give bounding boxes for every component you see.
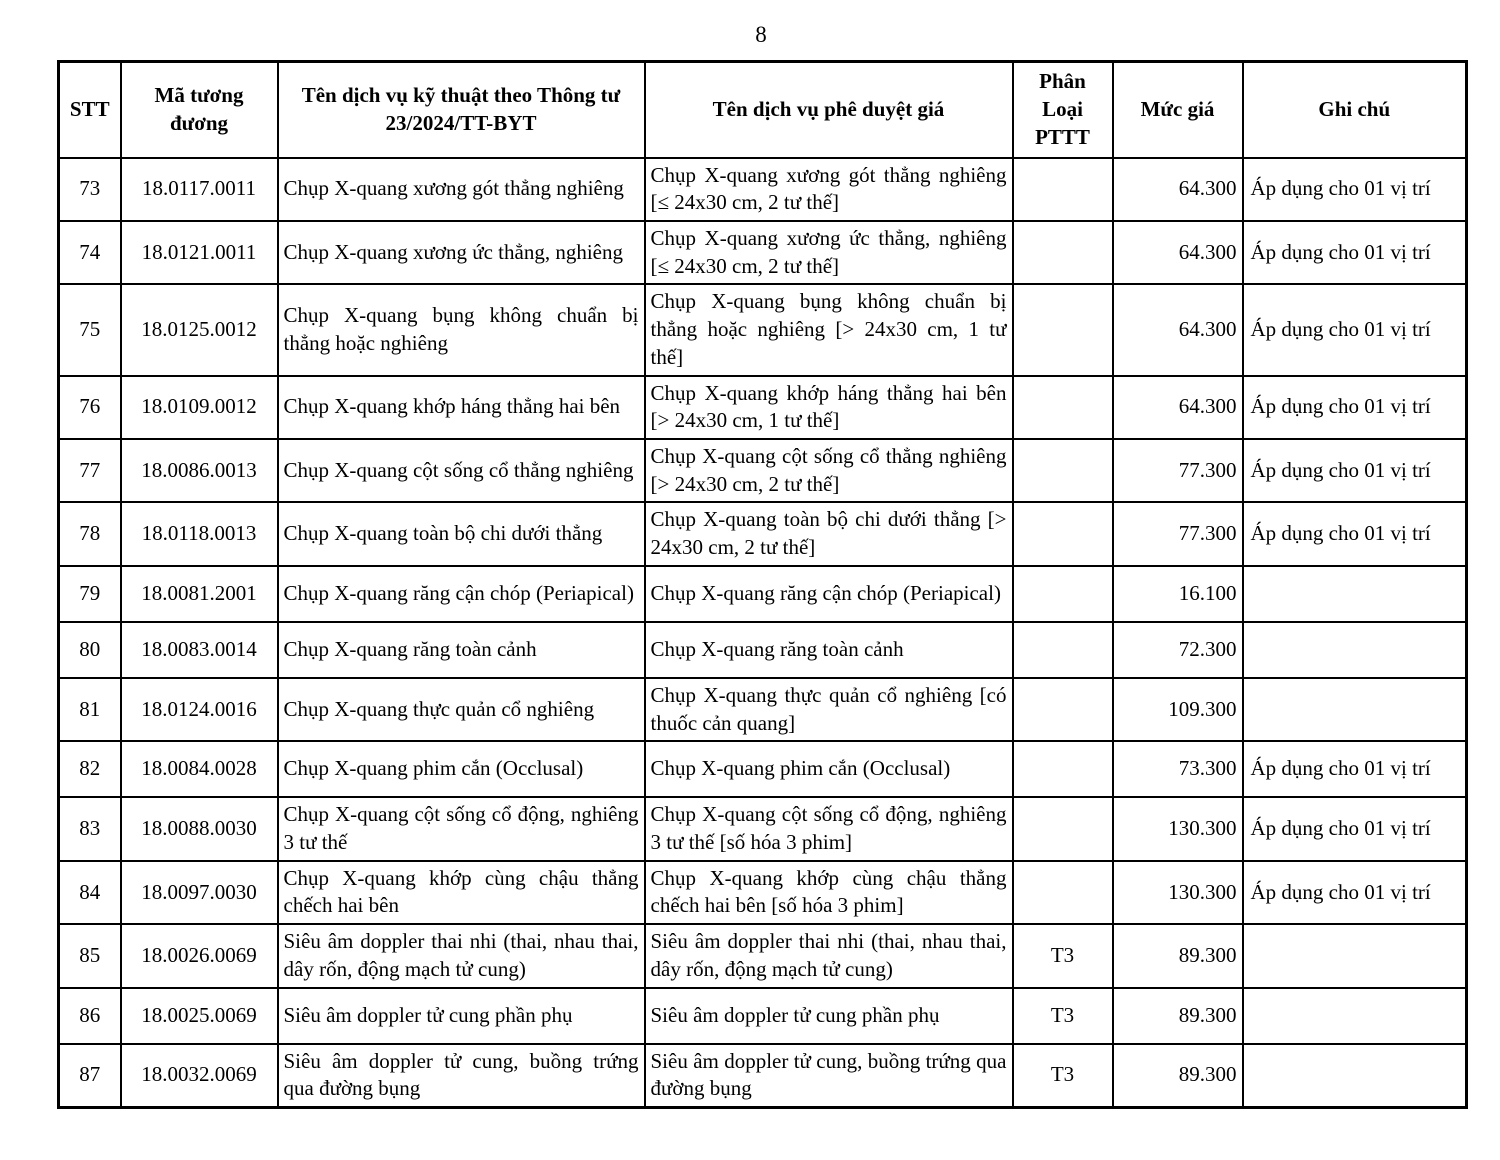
cell-stt: 83 (59, 797, 121, 860)
cell-code: 18.0117.0011 (121, 158, 278, 221)
cell-pttt (1013, 502, 1113, 565)
cell-price: 64.300 (1113, 284, 1243, 375)
cell-approved_name: Chụp X-quang xương gót thẳng nghiêng [≤ 24x30 cm, 2 tư thế] (645, 158, 1013, 221)
cell-approved_name: Chụp X-quang xương ức thẳng, nghiêng [≤ 24x30 cm, 2 tư thế] (645, 221, 1013, 284)
cell-code: 18.0097.0030 (121, 861, 278, 924)
cell-stt: 78 (59, 502, 121, 565)
cell-price: 64.300 (1113, 376, 1243, 439)
cell-approved_name: Chụp X-quang cột sống cổ động, nghiêng 3 tư thế [số hóa 3 phim] (645, 797, 1013, 860)
price-table (57, 60, 1468, 1109)
cell-stt: 86 (59, 988, 121, 1044)
cell-service_name: Chụp X-quang xương ức thẳng, nghiêng (278, 221, 645, 284)
cell-stt: 79 (59, 566, 121, 622)
column-header-note: Ghi chú (1243, 62, 1467, 158)
cell-note: Áp dụng cho 01 vị trí (1243, 797, 1467, 860)
cell-pttt (1013, 861, 1113, 924)
cell-code: 18.0109.0012 (121, 376, 278, 439)
cell-price: 16.100 (1113, 566, 1243, 622)
cell-code: 18.0125.0012 (121, 284, 278, 375)
cell-pttt (1013, 221, 1113, 284)
column-header-code: Mã tương đương (121, 62, 278, 158)
cell-note: Áp dụng cho 01 vị trí (1243, 158, 1467, 221)
cell-price: 64.300 (1113, 221, 1243, 284)
cell-price: 89.300 (1113, 988, 1243, 1044)
cell-service_name: Chụp X-quang cột sống cổ thẳng nghiêng (278, 439, 645, 502)
table-row (59, 622, 1467, 678)
column-header-stt: STT (59, 62, 121, 158)
cell-note: Áp dụng cho 01 vị trí (1243, 221, 1467, 284)
cell-code: 18.0124.0016 (121, 678, 278, 741)
cell-stt: 82 (59, 741, 121, 797)
table-row (59, 502, 1467, 565)
cell-stt: 85 (59, 924, 121, 987)
cell-code: 18.0118.0013 (121, 502, 278, 565)
cell-note: Áp dụng cho 01 vị trí (1243, 439, 1467, 502)
cell-code: 18.0084.0028 (121, 741, 278, 797)
cell-approved_name: Chụp X-quang răng cận chóp (Periapical) (645, 566, 1013, 622)
cell-service_name: Chụp X-quang khớp háng thẳng hai bên (278, 376, 645, 439)
cell-approved_name: Siêu âm doppler thai nhi (thai, nhau thai, dây rốn, động mạch tử cung) (645, 924, 1013, 987)
cell-pttt (1013, 158, 1113, 221)
cell-code: 18.0088.0030 (121, 797, 278, 860)
cell-service_name: Chụp X-quang bụng không chuẩn bị thẳng hoặc nghiêng (278, 284, 645, 375)
cell-price: 77.300 (1113, 439, 1243, 502)
cell-service_name: Chụp X-quang phim cắn (Occlusal) (278, 741, 645, 797)
cell-price: 72.300 (1113, 622, 1243, 678)
table-row (59, 741, 1467, 797)
cell-price: 130.300 (1113, 797, 1243, 860)
column-header-price: Mức giá (1113, 62, 1243, 158)
cell-stt: 80 (59, 622, 121, 678)
cell-approved_name: Siêu âm doppler tử cung, buồng trứng qua đường bụng (645, 1044, 1013, 1108)
cell-price: 77.300 (1113, 502, 1243, 565)
cell-service_name: Chụp X-quang khớp cùng chậu thẳng chếch hai bên (278, 861, 645, 924)
cell-pttt: T3 (1013, 988, 1113, 1044)
page-number: 8 (755, 22, 767, 47)
cell-stt: 84 (59, 861, 121, 924)
cell-price: 73.300 (1113, 741, 1243, 797)
cell-note: Áp dụng cho 01 vị trí (1243, 861, 1467, 924)
cell-approved_name: Chụp X-quang toàn bộ chi dưới thẳng [> 24x30 cm, 2 tư thế] (645, 502, 1013, 565)
cell-service_name: Chụp X-quang toàn bộ chi dưới thẳng (278, 502, 645, 565)
cell-price: 109.300 (1113, 678, 1243, 741)
table-row (59, 376, 1467, 439)
table-row (59, 924, 1467, 987)
cell-note (1243, 988, 1467, 1044)
cell-note (1243, 622, 1467, 678)
cell-stt: 73 (59, 158, 121, 221)
cell-pttt (1013, 439, 1113, 502)
cell-stt: 76 (59, 376, 121, 439)
cell-code: 18.0086.0013 (121, 439, 278, 502)
table-row (59, 861, 1467, 924)
cell-approved_name: Chụp X-quang răng toàn cảnh (645, 622, 1013, 678)
cell-note: Áp dụng cho 01 vị trí (1243, 284, 1467, 375)
cell-stt: 77 (59, 439, 121, 502)
cell-approved_name: Siêu âm doppler tử cung phần phụ (645, 988, 1013, 1044)
cell-approved_name: Chụp X-quang thực quản cổ nghiêng [có thuốc cản quang] (645, 678, 1013, 741)
cell-pttt (1013, 622, 1113, 678)
cell-note: Áp dụng cho 01 vị trí (1243, 741, 1467, 797)
cell-stt: 74 (59, 221, 121, 284)
table-row (59, 988, 1467, 1044)
cell-stt: 75 (59, 284, 121, 375)
column-header-service_name: Tên dịch vụ kỹ thuật theo Thông tư 23/2024/TT-BYT (278, 62, 645, 158)
cell-pttt (1013, 566, 1113, 622)
cell-note: Áp dụng cho 01 vị trí (1243, 376, 1467, 439)
cell-note (1243, 566, 1467, 622)
cell-code: 18.0081.2001 (121, 566, 278, 622)
cell-pttt (1013, 741, 1113, 797)
cell-service_name: Chụp X-quang thực quản cổ nghiêng (278, 678, 645, 741)
column-header-approved_name: Tên dịch vụ phê duyệt giá (645, 62, 1013, 158)
cell-note (1243, 924, 1467, 987)
table-row (59, 158, 1467, 221)
cell-note (1243, 1044, 1467, 1108)
cell-pttt (1013, 284, 1113, 375)
cell-pttt (1013, 797, 1113, 860)
cell-pttt (1013, 376, 1113, 439)
cell-price: 130.300 (1113, 861, 1243, 924)
table-row (59, 566, 1467, 622)
column-header-pttt-label: Phân Loại PTTT (1035, 69, 1090, 149)
cell-note: Áp dụng cho 01 vị trí (1243, 502, 1467, 565)
cell-price: 64.300 (1113, 158, 1243, 221)
cell-approved_name: Chụp X-quang khớp háng thẳng hai bên [> 24x30 cm, 1 tư thế] (645, 376, 1013, 439)
cell-service_name: Chụp X-quang xương gót thẳng nghiêng (278, 158, 645, 221)
cell-approved_name: Chụp X-quang bụng không chuẩn bị thẳng hoặc nghiêng [> 24x30 cm, 1 tư thế] (645, 284, 1013, 375)
cell-service_name: Siêu âm doppler thai nhi (thai, nhau thai, dây rốn, động mạch tử cung) (278, 924, 645, 987)
cell-approved_name: Chụp X-quang cột sống cổ thẳng nghiêng [> 24x30 cm, 2 tư thế] (645, 439, 1013, 502)
cell-approved_name: Chụp X-quang khớp cùng chậu thẳng chếch hai bên [số hóa 3 phim] (645, 861, 1013, 924)
cell-note (1243, 678, 1467, 741)
table-header-row (59, 62, 1467, 158)
cell-stt: 81 (59, 678, 121, 741)
cell-service_name: Chụp X-quang răng toàn cảnh (278, 622, 645, 678)
cell-code: 18.0032.0069 (121, 1044, 278, 1108)
cell-price: 89.300 (1113, 1044, 1243, 1108)
cell-price: 89.300 (1113, 924, 1243, 987)
cell-code: 18.0026.0069 (121, 924, 278, 987)
cell-service_name: Siêu âm doppler tử cung, buồng trứng qua đường bụng (278, 1044, 645, 1108)
cell-service_name: Chụp X-quang cột sống cổ động, nghiêng 3 tư thế (278, 797, 645, 860)
cell-pttt: T3 (1013, 1044, 1113, 1108)
table-row (59, 678, 1467, 741)
table-row (59, 1044, 1467, 1108)
cell-service_name: Chụp X-quang răng cận chóp (Periapical) (278, 566, 645, 622)
column-header-pttt (1013, 62, 1113, 158)
table-row (59, 439, 1467, 502)
table-row (59, 221, 1467, 284)
cell-service_name: Siêu âm doppler tử cung phần phụ (278, 988, 645, 1044)
cell-stt: 87 (59, 1044, 121, 1108)
cell-code: 18.0121.0011 (121, 221, 278, 284)
table-row (59, 284, 1467, 375)
cell-code: 18.0025.0069 (121, 988, 278, 1044)
cell-code: 18.0083.0014 (121, 622, 278, 678)
table-row (59, 797, 1467, 860)
cell-pttt (1013, 678, 1113, 741)
cell-pttt: T3 (1013, 924, 1113, 987)
cell-approved_name: Chụp X-quang phim cắn (Occlusal) (645, 741, 1013, 797)
